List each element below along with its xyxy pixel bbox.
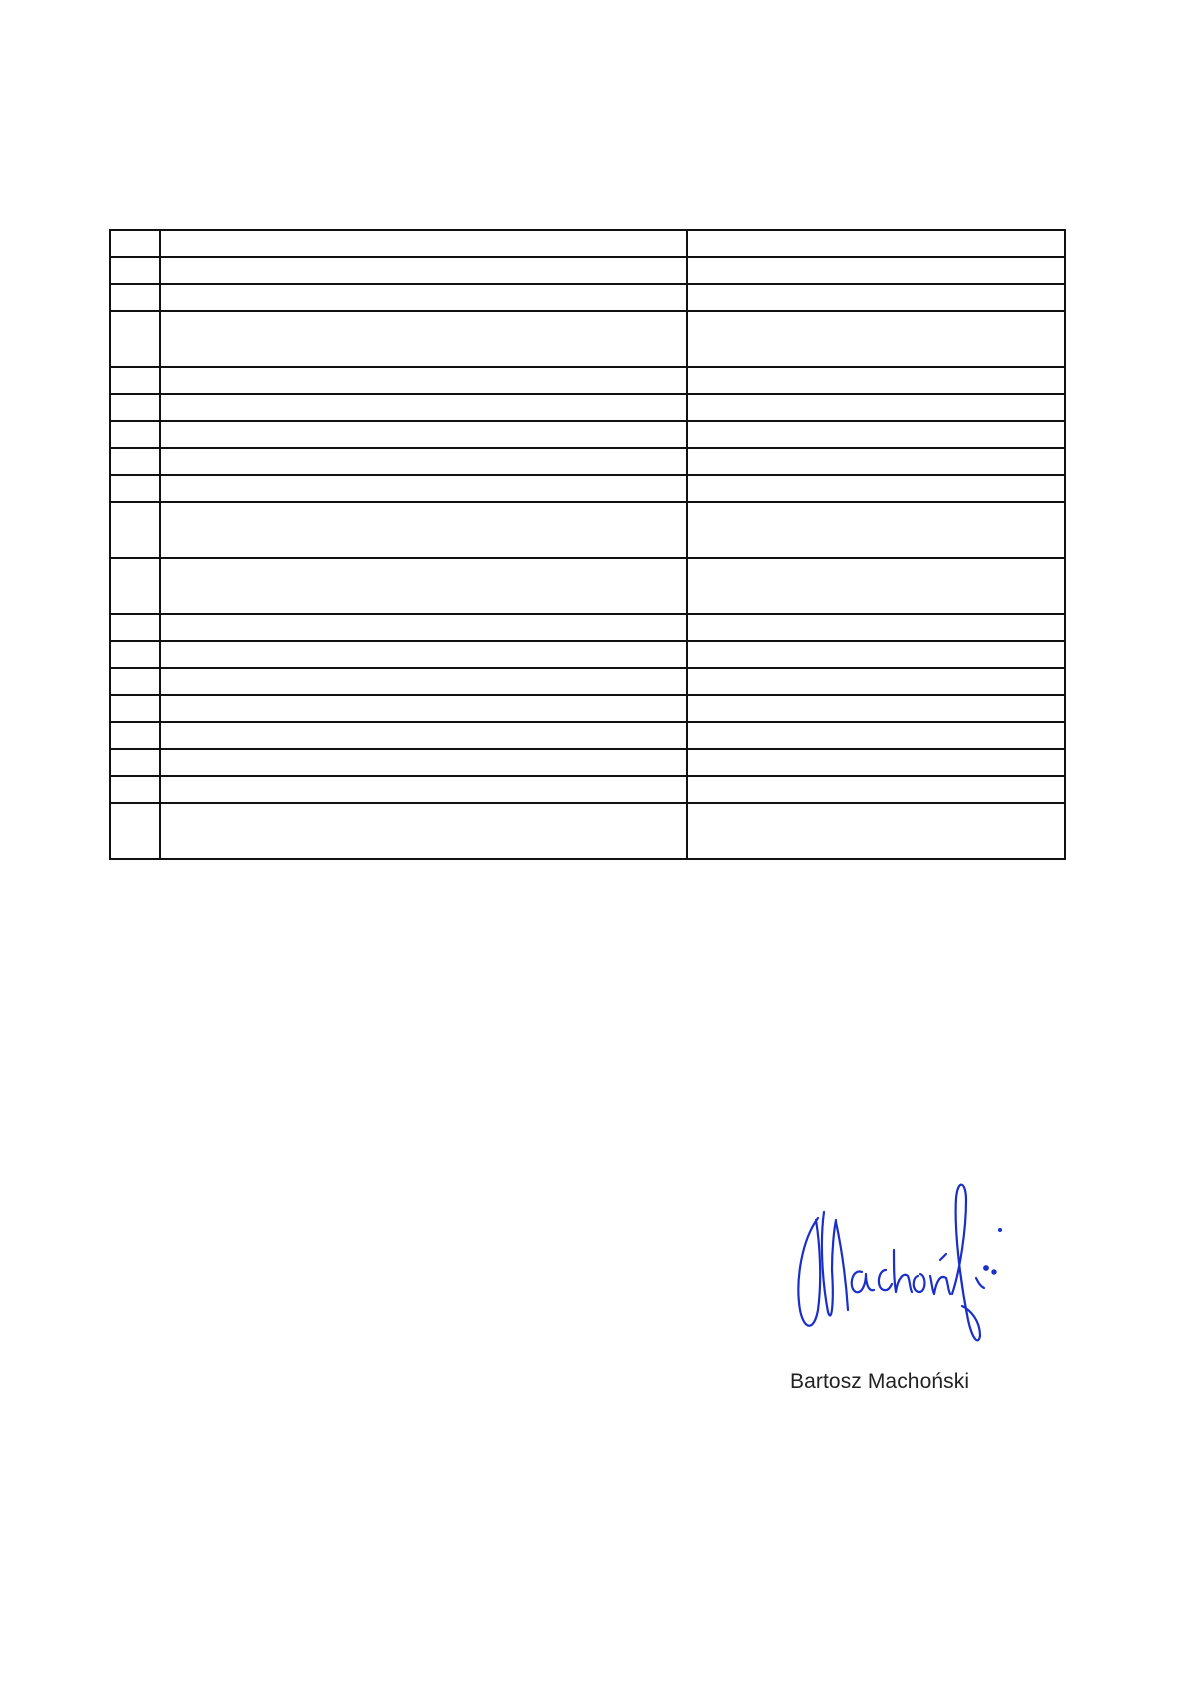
- row-number-cell: [110, 749, 160, 776]
- value-cell: [687, 776, 1065, 803]
- table-row: [110, 394, 1065, 421]
- value-cell: [687, 558, 1065, 614]
- description-cell: [160, 803, 687, 859]
- row-number-cell: [110, 394, 160, 421]
- description-cell: [160, 641, 687, 668]
- row-number-cell: [110, 475, 160, 502]
- value-cell: [687, 803, 1065, 859]
- value-cell: [687, 311, 1065, 367]
- table-row: [110, 803, 1065, 859]
- row-number-cell: [110, 668, 160, 695]
- value-cell: [687, 284, 1065, 311]
- signature-strokes: [798, 1185, 1000, 1341]
- value-cell: [687, 421, 1065, 448]
- table-row: [110, 558, 1065, 614]
- row-number-cell: [110, 421, 160, 448]
- description-cell: [160, 367, 687, 394]
- row-number-cell: [110, 448, 160, 475]
- value-cell: [687, 695, 1065, 722]
- document-table: [109, 229, 1066, 860]
- row-number-cell: [110, 614, 160, 641]
- row-number-cell: [110, 230, 160, 257]
- table-row: [110, 614, 1065, 641]
- description-cell: [160, 614, 687, 641]
- table-row: [110, 475, 1065, 502]
- row-number-cell: [110, 367, 160, 394]
- table-row: [110, 311, 1065, 367]
- description-cell: [160, 448, 687, 475]
- value-cell: [687, 448, 1065, 475]
- description-cell: [160, 668, 687, 695]
- table-row: [110, 367, 1065, 394]
- description-cell: [160, 475, 687, 502]
- row-number-cell: [110, 695, 160, 722]
- value-cell: [687, 475, 1065, 502]
- description-cell: [160, 502, 687, 558]
- table-row: [110, 257, 1065, 284]
- description-cell: [160, 558, 687, 614]
- description-cell: [160, 722, 687, 749]
- value-cell: [687, 749, 1065, 776]
- handwritten-signature: [790, 1160, 1005, 1360]
- value-cell: [687, 230, 1065, 257]
- row-number-cell: [110, 502, 160, 558]
- row-number-cell: [110, 776, 160, 803]
- description-cell: [160, 257, 687, 284]
- table-row: [110, 668, 1065, 695]
- signer-name: Bartosz Machoński: [790, 1370, 970, 1393]
- value-cell: [687, 257, 1065, 284]
- table-row: [110, 284, 1065, 311]
- description-cell: [160, 749, 687, 776]
- value-cell: [687, 367, 1065, 394]
- description-cell: [160, 394, 687, 421]
- table-row: [110, 502, 1065, 558]
- row-number-cell: [110, 311, 160, 367]
- value-cell: [687, 614, 1065, 641]
- description-cell: [160, 311, 687, 367]
- row-number-cell: [110, 284, 160, 311]
- value-cell: [687, 668, 1065, 695]
- table-row: [110, 722, 1065, 749]
- description-cell: [160, 284, 687, 311]
- row-number-cell: [110, 257, 160, 284]
- table-row: [110, 641, 1065, 668]
- value-cell: [687, 502, 1065, 558]
- value-cell: [687, 394, 1065, 421]
- table-body: [110, 230, 1065, 859]
- row-number-cell: [110, 803, 160, 859]
- row-number-cell: [110, 558, 160, 614]
- description-cell: [160, 421, 687, 448]
- table-row: [110, 448, 1065, 475]
- table-row: [110, 695, 1065, 722]
- table-row: [110, 776, 1065, 803]
- table-row: [110, 421, 1065, 448]
- description-cell: [160, 776, 687, 803]
- row-number-cell: [110, 722, 160, 749]
- table-row: [110, 230, 1065, 257]
- value-cell: [687, 641, 1065, 668]
- row-number-cell: [110, 641, 160, 668]
- table-row: [110, 749, 1065, 776]
- description-cell: [160, 230, 687, 257]
- description-cell: [160, 695, 687, 722]
- value-cell: [687, 722, 1065, 749]
